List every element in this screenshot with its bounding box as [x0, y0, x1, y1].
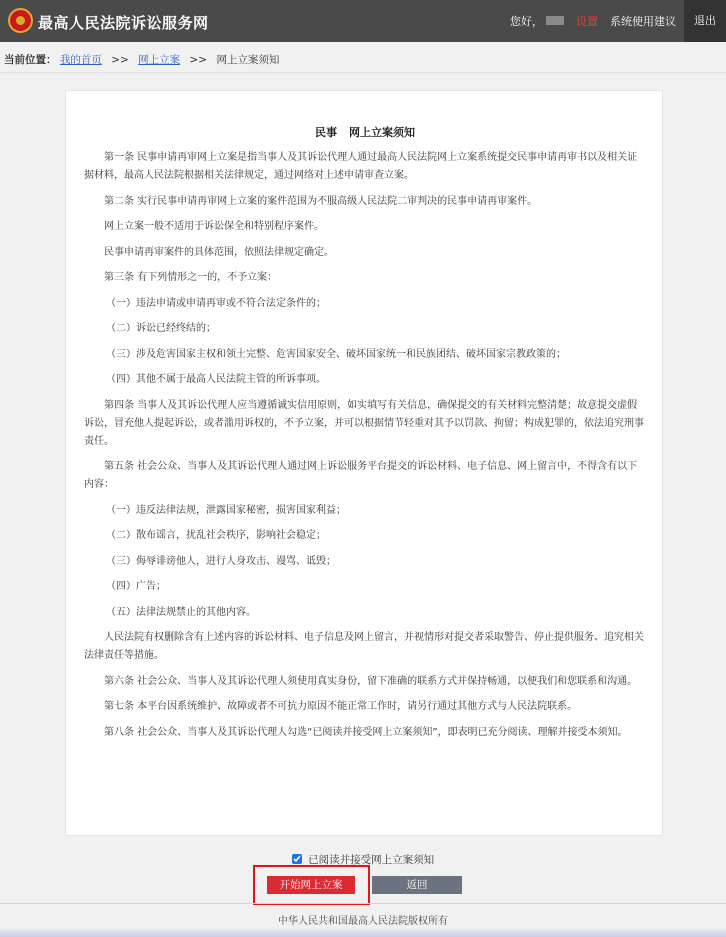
notice-paragraph: 人民法院有权删除含有上述内容的诉讼材料、电子信息及网上留言，并视情形对提交者采取警告、停止提供服务、追究相关法律责任等措施。 [84, 632, 644, 661]
breadcrumb-separator: >> [111, 54, 129, 66]
breadcrumb-home-link[interactable]: 我的首页 [59, 54, 102, 66]
notice-paragraph: 第二条 实行民事申请再审网上立案的案件范围为不服高级人民法院二审判决的民事申请再审案件。 [104, 195, 538, 207]
notice-paragraph: 第三条 有下列情形之一的，不予立案： [104, 272, 278, 283]
agree-checkbox[interactable] [292, 854, 302, 864]
breadcrumb-label: 当前位置： [4, 54, 57, 66]
greeting-text: 您好， [510, 15, 543, 28]
footer-divider [0, 903, 726, 904]
notice-list-item: （一）违法申请或申请再审或不符合法定条件的； [106, 297, 326, 309]
notice-title-main: 网上立案须知 [349, 126, 415, 139]
notice-list-item: （一）违反法律法规，泄露国家秘密，损害国家利益； [106, 504, 346, 516]
notice-paragraph: 第四条 当事人及其诉讼代理人应当遵循诚实信用原则，如实填写有关信息，确保提交的有关材料完整清楚；故意提交虚假诉讼，冒充他人提起诉讼，或者滥用诉权的，不予立案，并可以根据情节轻重对其予以罚款、拘留；构成犯罪的，依法追究刑事责任。 [84, 399, 644, 447]
notice-paragraph: 第八条 社会公众、当事人及其诉讼代理人勾选“已阅读并接受网上立案须知”，即表明已充分阅读、理解并接受本须知。 [104, 726, 628, 738]
notice-paragraph: 第六条 社会公众、当事人及其诉讼代理人须使用真实身份，留下准确的联系方式并保持畅通，以便我们和您联系和沟通。 [104, 675, 638, 687]
notice-title [66, 124, 664, 140]
notice-body [84, 149, 644, 749]
notice-title-category: 民事 [315, 126, 337, 139]
breadcrumb [4, 52, 279, 67]
notice-paragraph: 网上立案一般不适用于诉讼保全和特别程序案件。 [104, 221, 324, 232]
notice-paragraph: 第五条 社会公众、当事人及其诉讼代理人通过网上诉讼服务平台提交的诉讼材料、电子信息、网上留言中，不得含有以下内容： [84, 461, 638, 490]
notice-list-item: （二）散布谣言，扰乱社会秩序，影响社会稳定； [106, 530, 326, 541]
bottom-edge [0, 929, 726, 937]
notice-list-item: （二）诉讼已经终结的； [106, 323, 216, 334]
top-header [0, 0, 726, 42]
logout-button[interactable]: 退出 [684, 0, 726, 42]
agree-label[interactable]: 已阅读并接受网上立案须知 [308, 854, 435, 866]
settings-link[interactable]: 设置 [576, 15, 598, 28]
notice-card [65, 90, 663, 836]
username-masked [546, 16, 564, 25]
feedback-link[interactable]: 系统使用建议 [610, 15, 676, 28]
site-title[interactable]: 最高人民法院诉讼服务网 [38, 14, 209, 32]
breadcrumb-online-filing-link[interactable]: 网上立案 [138, 54, 181, 66]
notice-list-item: （四）其他不属于最高人民法院主管的所诉事项。 [106, 374, 326, 385]
breadcrumb-current: 网上立案须知 [216, 54, 280, 66]
breadcrumb-separator: >> [189, 54, 208, 66]
breadcrumb-divider [0, 72, 726, 73]
court-emblem-icon [8, 8, 33, 33]
notice-list-item: （五）法律法规禁止的其他内容。 [106, 606, 256, 618]
notice-paragraph: 民事申请再审案件的具体范围，依照法律规定确定。 [104, 246, 334, 258]
notice-list-item: （四）广告； [106, 581, 166, 592]
back-button[interactable]: 返回 [372, 876, 462, 894]
notice-list-item: （三）侮辱诽谤他人，进行人身攻击、谩骂、诋毁； [106, 555, 336, 567]
notice-paragraph: 第一条 民事申请再审网上立案是指当事人及其诉讼代理人通过最高人民法院网上立案系统提交民事申请再审书以及相关证据材料，最高人民法院根据相关法律规定，通过网络对上述申请审查立案。 [84, 152, 638, 181]
start-filing-button[interactable]: 开始网上立案 [267, 876, 355, 894]
copyright-text: 中华人民共和国最高人民法院版权所有 [278, 916, 448, 927]
notice-list-item: （三）涉及危害国家主权和领土完整、危害国家安全、破坏国家统一和民族团结、破坏国家宗教政策的； [106, 348, 566, 360]
notice-paragraph: 第七条 本平台因系统维护、故障或者不可抗力原因不能正常工作时，请另行通过其他方式与人民法院联系。 [104, 701, 578, 712]
